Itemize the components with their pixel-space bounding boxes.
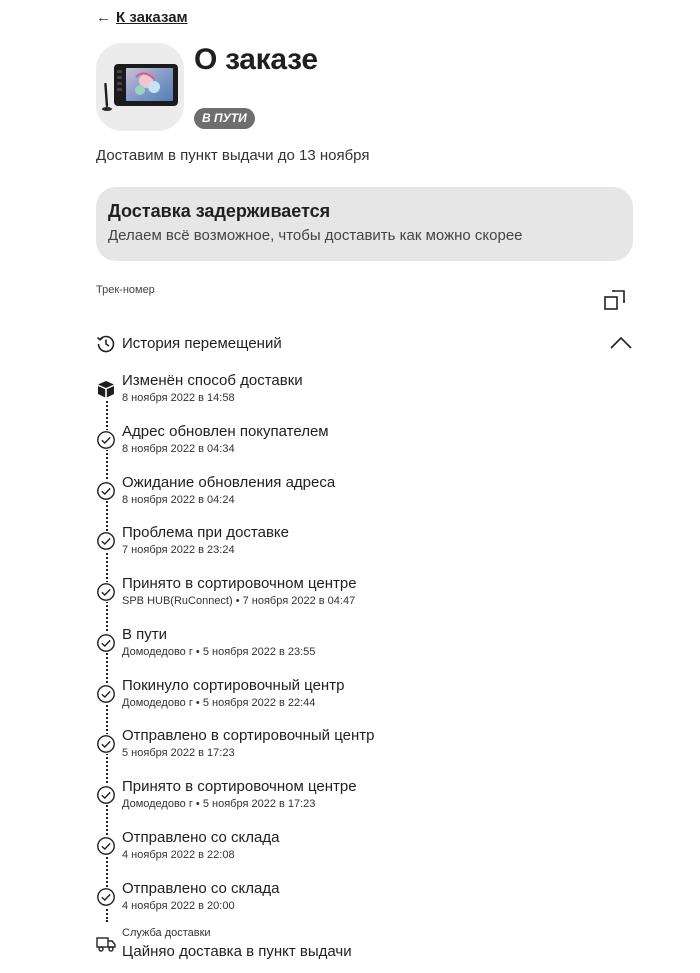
event-date: 8 ноября 2022 в 04:34 bbox=[122, 442, 235, 455]
track-number-label: Трек-номер bbox=[96, 284, 155, 296]
event-title: Принято в сортировочном центре bbox=[122, 778, 357, 795]
event-title: Адрес обновлен покупателем bbox=[122, 422, 329, 440]
event-title: Отправлено со склада bbox=[122, 828, 280, 846]
history-event bbox=[96, 880, 616, 931]
check-circle-icon bbox=[96, 887, 116, 907]
history-event bbox=[96, 778, 616, 829]
event-date: 8 ноября 2022 в 14:58 bbox=[122, 392, 235, 404]
history-event bbox=[96, 575, 616, 626]
copy-icon bbox=[603, 288, 627, 312]
delay-notice-title: Доставка задерживается bbox=[108, 201, 331, 221]
status-badge: В ПУТИ bbox=[194, 108, 255, 129]
history-label: История перемещений bbox=[122, 335, 282, 352]
delay-notice-text: Делаем всё возможное, чтобы доставить как можно скорее bbox=[108, 227, 523, 244]
delay-notice bbox=[96, 187, 633, 261]
check-circle-icon bbox=[96, 531, 116, 551]
history-event bbox=[96, 474, 616, 525]
event-title: Отправлено со склада bbox=[122, 879, 280, 897]
event-date: Домодедово г • 5 ноября 2022 в 22:44 bbox=[122, 696, 316, 709]
delivery-estimate: Доставим в пункт выдачи до 13 ноября bbox=[96, 147, 370, 164]
arrow-left-icon: ← bbox=[96, 9, 111, 26]
back-link-label: К заказам bbox=[116, 9, 188, 26]
truck-icon bbox=[96, 935, 116, 953]
check-circle-icon bbox=[96, 684, 116, 704]
back-to-orders-link[interactable] bbox=[96, 9, 188, 27]
history-event bbox=[96, 372, 616, 423]
history-event bbox=[96, 677, 616, 728]
history-event bbox=[96, 524, 616, 575]
event-date: 4 ноября 2022 в 20:00 bbox=[122, 899, 235, 912]
history-event bbox=[96, 727, 616, 778]
check-circle-icon bbox=[96, 582, 116, 602]
tracking-history-list bbox=[96, 372, 616, 930]
history-clock-icon bbox=[96, 334, 116, 354]
event-date: Домодедово г • 5 ноября 2022 в 23:55 bbox=[122, 645, 316, 658]
check-circle-icon bbox=[96, 734, 116, 754]
event-date: 4 ноября 2022 в 22:08 bbox=[122, 848, 235, 861]
history-toggle[interactable] bbox=[96, 333, 636, 355]
event-title: Ожидание обновления адреса bbox=[122, 473, 336, 491]
drawing-tablet-image bbox=[96, 43, 184, 131]
chevron-up-icon bbox=[610, 336, 632, 350]
product-thumbnail[interactable] bbox=[96, 43, 184, 131]
page-title: О заказе bbox=[194, 43, 318, 76]
event-title: В пути bbox=[122, 625, 168, 643]
check-circle-icon bbox=[96, 836, 116, 856]
check-circle-icon bbox=[96, 430, 116, 450]
event-date: 5 ноября 2022 в 17:23 bbox=[122, 747, 235, 760]
box-icon bbox=[96, 379, 116, 399]
copy-track-number-button[interactable] bbox=[603, 288, 627, 312]
event-title: Покинуло сортировочный центр bbox=[122, 676, 345, 694]
check-circle-icon bbox=[96, 633, 116, 653]
event-date: SPB HUB(RuConnect) • 7 ноября 2022 в 04:47 bbox=[122, 595, 356, 607]
delivery-service-name: Цайняо доставка в пункт выдачи bbox=[122, 943, 352, 960]
event-title: Отправлено в сортировочный центр bbox=[122, 727, 375, 745]
event-date: 8 ноября 2022 в 04:24 bbox=[122, 493, 235, 506]
check-circle-icon bbox=[96, 785, 116, 805]
history-event bbox=[96, 626, 616, 677]
delivery-service-label: Служба доставки bbox=[122, 927, 211, 939]
event-title: Изменён способ доставки bbox=[122, 372, 303, 389]
event-title: Проблема при доставке bbox=[122, 524, 289, 542]
event-title: Принято в сортировочном центре bbox=[122, 575, 357, 592]
check-circle-icon bbox=[96, 481, 116, 501]
history-event bbox=[96, 829, 616, 880]
delivery-service bbox=[96, 926, 496, 966]
event-date: Домодедово г • 5 ноября 2022 в 17:23 bbox=[122, 798, 316, 810]
history-event bbox=[96, 423, 616, 474]
event-date: 7 ноября 2022 в 23:24 bbox=[122, 544, 235, 557]
